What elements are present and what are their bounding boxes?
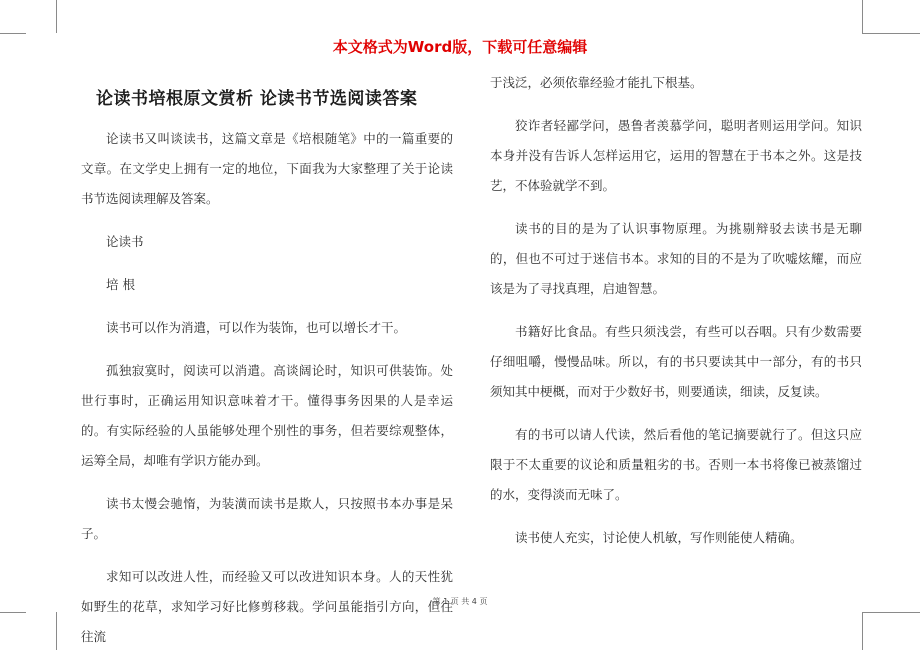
author-line: 培 根 xyxy=(106,277,135,292)
section-heading: 论读书 xyxy=(106,234,144,249)
paragraph: 求知可以改进人性，而经验又可以改进知识本身。人的天性犹如野生的花草，求知学习好比修剪移栽。学问虽能指引方向，但往往流 xyxy=(81,569,453,644)
crop-mark xyxy=(862,612,920,613)
paragraph: 读书使人充实，讨论使人机敏，写作则能使人精确。 xyxy=(515,530,803,545)
paragraph: 读书太慢会驰惰，为装潢而读书是欺人，只按照书本办事是呆子。 xyxy=(81,496,453,541)
left-column xyxy=(81,124,453,665)
crop-mark xyxy=(862,0,893,33)
crop-mark xyxy=(862,612,893,650)
paragraph: 有的书可以请人代读，然后看他的笔记摘要就行了。但这只应限于不太重要的议论和质量粗劣的书。否则一本书将像已被蒸馏过的水，变得淡而无味了。 xyxy=(490,427,862,502)
crop-mark xyxy=(26,612,57,650)
paragraph: 读书可以作为消遣，可以作为装饰，也可以增长才干。 xyxy=(106,320,407,335)
paragraph: 狡诈者轻鄙学问，愚鲁者羡慕学问，聪明者则运用学问。知识本身并没有告诉人怎样运用它，运用的智慧在于书本之外。这是技艺，不体验就学不到。 xyxy=(490,118,862,193)
right-column xyxy=(490,68,862,566)
paragraph: 书籍好比食品。有些只须浅尝，有些可以吞咽。只有少数需要仔细咀嚼，慢慢品味。所以，有的书只要读其中一部分，有的书只须知其中梗概，而对于少数好书，则要通读，细读，反复读。 xyxy=(490,324,862,399)
paragraph: 论读书又叫谈读书，这篇文章是《培根随笔》中的一篇重要的文章。在文学史上拥有一定的地位，下面我为大家整理了关于论读书节选阅读理解及答案。 xyxy=(81,131,453,206)
format-notice-banner: 本文格式为Word版，下载可任意编辑 xyxy=(332,38,588,56)
crop-mark xyxy=(862,33,920,34)
crop-mark xyxy=(26,0,57,33)
paragraph: 读书的目的是为了认识事物原理。为挑剔辩驳去读书是无聊的，但也不可过于迷信书本。求知的目的不是为了吹嘘炫耀，而应该是为了寻找真理，启迪智慧。 xyxy=(490,221,862,296)
paragraph: 孤独寂寞时，阅读可以消遣。高谈阔论时，知识可供装饰。处世行事时，正确运用知识意味着才干。懂得事务因果的人是幸运的。有实际经验的人虽能够处理个别性的事务，但若要综观整体，运筹全局，却唯有学识方能办到。 xyxy=(81,363,453,468)
crop-mark xyxy=(0,33,26,34)
page-title: 论读书培根原文赏析 论读书节选阅读答案 xyxy=(96,89,418,109)
paragraph-continuation: 于浅泛，必须依靠经验才能扎下根基。 xyxy=(490,75,703,90)
crop-mark xyxy=(0,612,26,613)
page-number: 第 1 页 共 4 页 xyxy=(432,597,488,606)
